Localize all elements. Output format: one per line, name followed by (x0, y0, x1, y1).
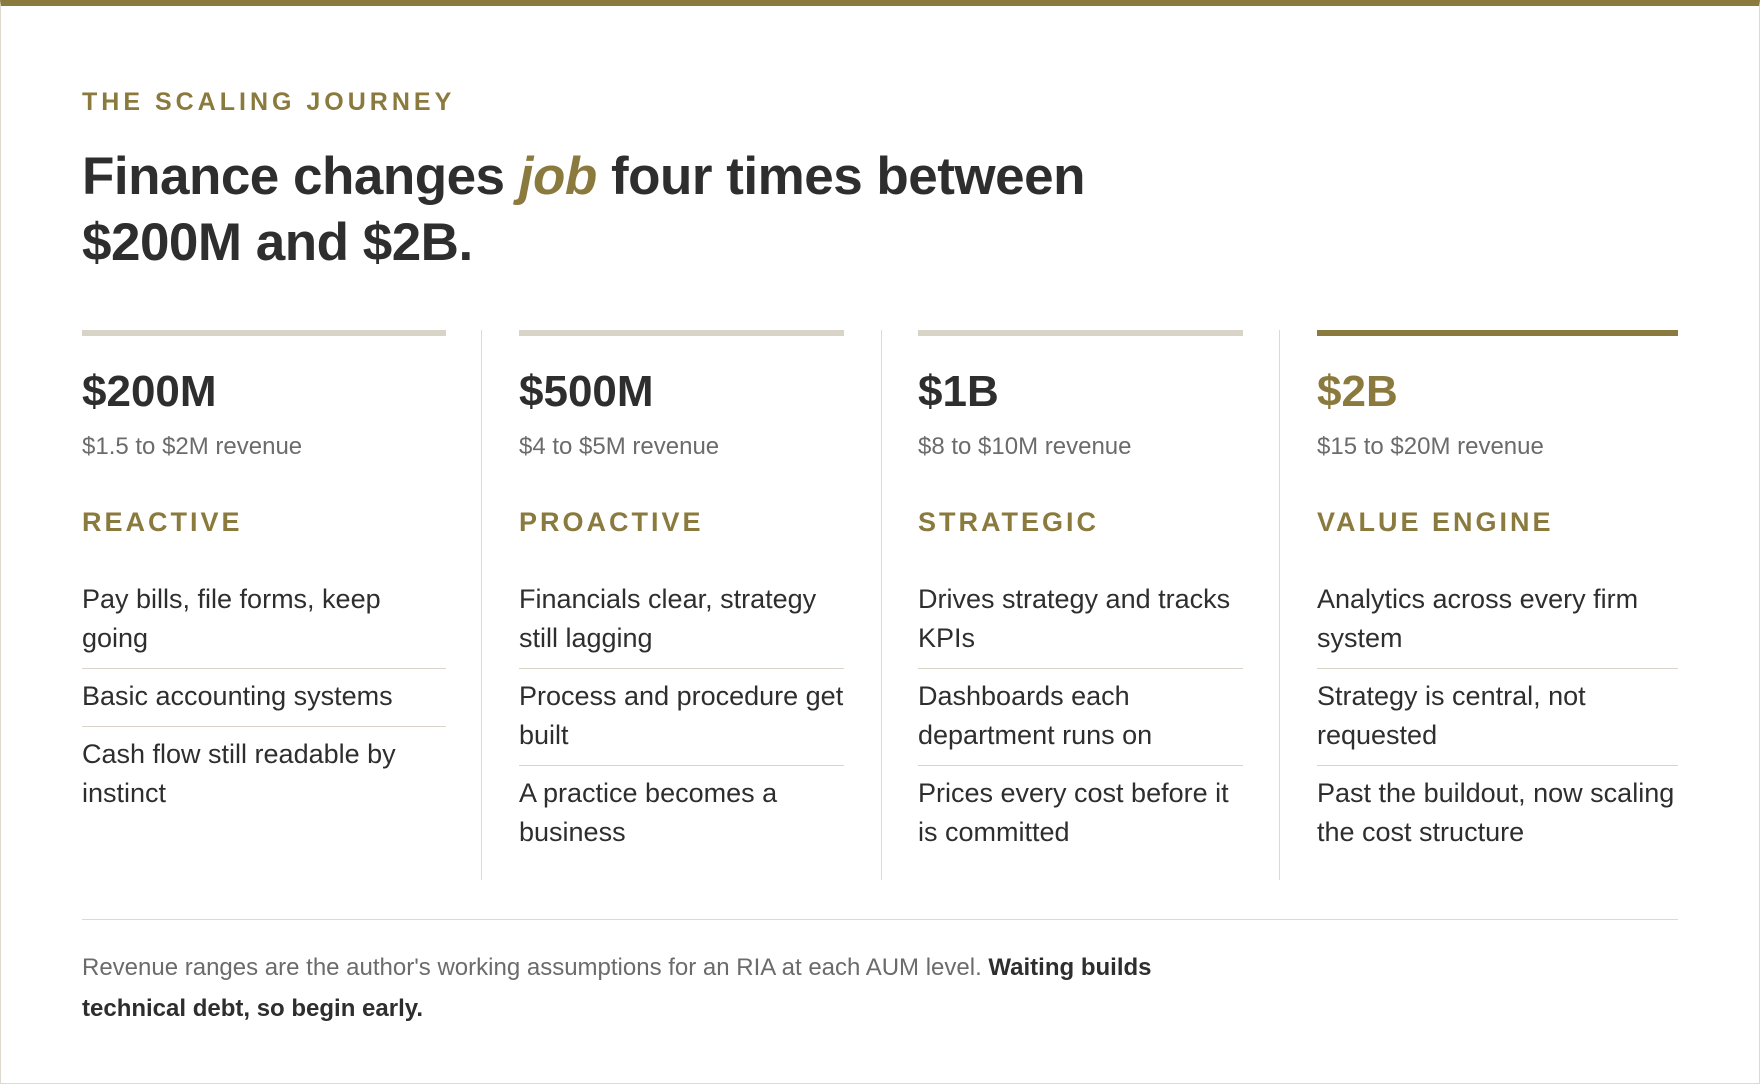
footnote-text: Revenue ranges are the author's working assumptions for an RIA at each AUM level. (82, 954, 989, 981)
headline-emphasis: job (518, 147, 597, 206)
stage-500m (519, 330, 844, 880)
stage-role: PROACTIVE (519, 507, 704, 537)
list-item: Dashboards each department runs on (918, 669, 1243, 766)
headline (82, 144, 1182, 276)
stage-items (519, 580, 844, 862)
list-item: Drives strategy and tracks KPIs (918, 580, 1243, 669)
list-item: A practice becomes a business (519, 778, 778, 847)
stage-amount: $500M (519, 367, 654, 416)
list-item: Past the buildout, now scaling the cost structure (1317, 778, 1675, 847)
stage-bar (82, 330, 446, 336)
stages-row (82, 330, 1678, 880)
list-item: Strategy is central, not requested (1317, 669, 1678, 766)
stage-revenue: $1.5 to $2M revenue (82, 433, 303, 460)
list-item: Financials clear, strategy still lagging (519, 580, 844, 669)
stage-revenue: $4 to $5M revenue (519, 433, 720, 460)
headline-before: Finance changes (82, 147, 519, 206)
footer-divider (82, 919, 1678, 920)
list-item: Analytics across every firm system (1317, 580, 1678, 669)
list-item: Process and procedure get built (519, 669, 844, 766)
stage-items (1317, 580, 1678, 862)
stage-1b (918, 330, 1243, 880)
stage-revenue: $15 to $20M revenue (1317, 433, 1544, 460)
stage-bar (1317, 330, 1678, 336)
list-item: Pay bills, file forms, keep going (82, 580, 446, 669)
stage-bar (918, 330, 1243, 336)
column-divider (881, 330, 882, 880)
eyebrow-label: THE SCALING JOURNEY (82, 88, 456, 116)
stage-amount: $2B (1317, 367, 1398, 416)
stage-role: STRATEGIC (918, 507, 1099, 537)
stage-role: REACTIVE (82, 507, 243, 537)
column-divider (1279, 330, 1280, 880)
stage-items (82, 580, 446, 823)
headline-after: four times between $200M and $2B. (82, 147, 1085, 272)
stage-amount: $200M (82, 367, 217, 416)
list-item: Prices every cost before it is committed (918, 778, 1229, 847)
list-item: Cash flow still readable by instinct (82, 739, 396, 808)
stage-bar (519, 330, 844, 336)
list-item: Basic accounting systems (82, 669, 446, 727)
stage-revenue: $8 to $10M revenue (918, 433, 1132, 460)
stage-200m (82, 330, 446, 880)
footnote-emphasis: Waiting builds technical debt, so begin early. (82, 954, 1152, 1022)
stage-2b (1317, 330, 1678, 880)
column-divider (481, 330, 482, 880)
stage-amount: $1B (918, 367, 999, 416)
stage-items (918, 580, 1243, 862)
footnote (82, 947, 1232, 1029)
stage-role: VALUE ENGINE (1317, 507, 1554, 537)
